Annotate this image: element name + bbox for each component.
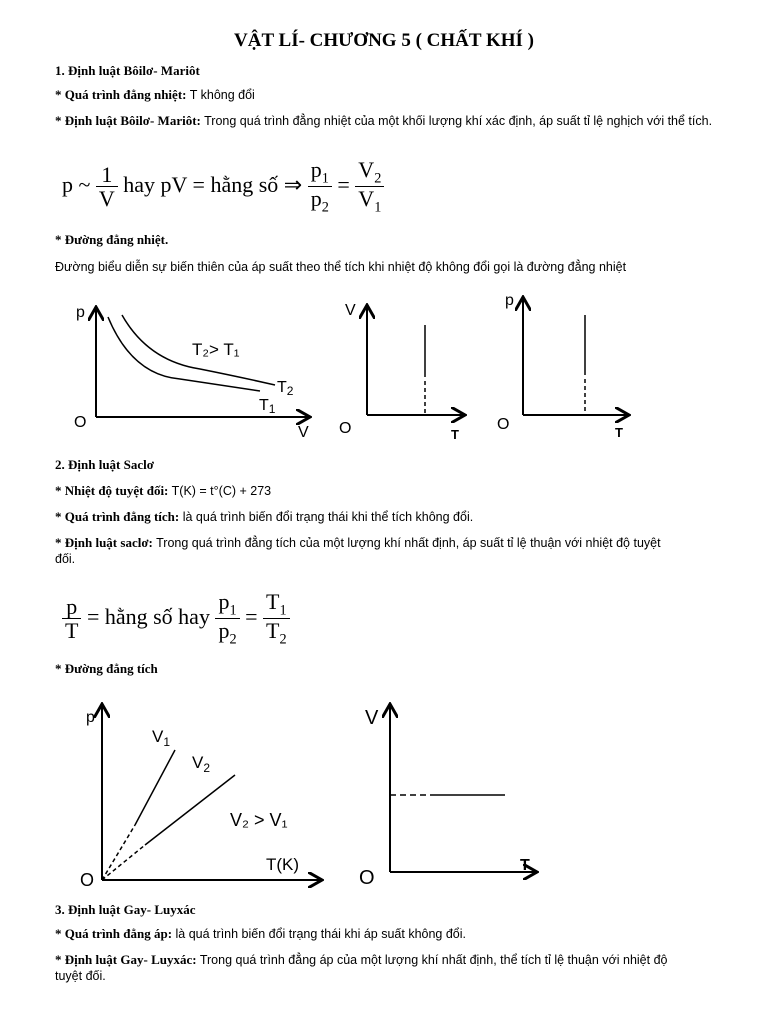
origin-label: O xyxy=(339,420,352,437)
fraction-one-over-v: $\frac{1}{V}$ xyxy=(96,163,118,210)
tk-label: T(K) xyxy=(266,855,300,874)
section2-heading: 2. Định luật Saclơ xyxy=(55,457,154,472)
isochore-heading: * Đường đẳng tích xyxy=(55,661,158,676)
fraction-p1-p2: $\frac{p_1}{p_2}$ xyxy=(308,158,332,216)
abs-temp-text: T(K) = t°(C) + 273 xyxy=(171,484,272,498)
boyle-text: Trong quá trình đẳng nhiệt của một khối lượng khí xác định, áp suất tỉ lệ nghịch với thể tích. xyxy=(204,114,713,128)
origin-label: O xyxy=(497,416,510,433)
t2-curve-label: T2 xyxy=(277,379,294,398)
fraction-p1-p2: $\frac{p_1}{p_2}$ xyxy=(215,590,239,648)
isochore-pt-graph xyxy=(80,700,330,895)
section1-heading: 1. Định luật Bôilơ- Mariôt xyxy=(55,63,200,78)
boyle-formula: p ~ $\frac{1}{V}$ hay pV = hằng số ⇒ $\frac{p_1}{p_2}$ = $\frac{V_2}{V_1}$ xyxy=(62,158,384,216)
isotherm-vt-graph xyxy=(335,295,475,445)
isotherm-heading: * Đường đẳng nhiệt. xyxy=(55,232,169,247)
isotherm-pt-graph xyxy=(495,285,635,445)
formula-mid: hay pV = hằng số ⇒ xyxy=(123,171,303,197)
v1-line xyxy=(135,750,175,825)
p-label: p xyxy=(86,709,95,726)
t2-gt-t1-label: T₂> T₁ xyxy=(192,340,240,359)
boyle-law xyxy=(55,113,715,129)
t-label: T xyxy=(451,427,459,442)
abs-temp-label: * Nhiệt độ tuyệt đối: xyxy=(55,483,169,498)
isothermal-label: * Quá trình đẳng nhiệt: xyxy=(55,87,187,102)
isothermal-process xyxy=(55,87,255,103)
page-title: VẬT LÍ- CHƯƠNG 5 ( CHẤT KHÍ ) xyxy=(234,30,534,51)
fraction-p-over-t: $\frac{p}{T}$ xyxy=(62,595,81,642)
isochore-vt-graph xyxy=(355,700,545,890)
isothermal-text: T không đổi xyxy=(189,88,255,102)
fraction-v2-v1: $\frac{V_2}{V_1}$ xyxy=(355,158,384,216)
fraction-t1-t2: $\frac{T_1}{T_2}$ xyxy=(263,590,290,648)
v-label: V xyxy=(345,302,356,319)
charles-label: * Định luật saclơ: xyxy=(55,535,153,550)
isobaric-process xyxy=(55,926,466,942)
origin-label: O xyxy=(359,867,375,889)
charles-formula: $\frac{p}{T}$ = hằng số hay $\frac{p_1}{p_2}$ = $\frac{T_1}{T_2}$ xyxy=(62,590,290,648)
gay-lussac-law xyxy=(55,952,670,984)
p-label: p xyxy=(505,292,514,309)
p-label: p xyxy=(76,304,85,321)
isochoric-text: là quá trình biến đổi trạng thái khi thể tích không đổi. xyxy=(182,510,474,524)
gay-lussac-text: Trong quá trình đẳng áp của một lượng khí nhất định, thể tích tỉ lệ thuận với nhiệt độ tuyệt đối. xyxy=(55,953,668,983)
section3-heading: 3. Định luật Gay- Luyxác xyxy=(55,902,196,917)
v2-label: $V_2$ xyxy=(192,753,211,775)
formula-mid: = hằng số hay xyxy=(86,603,210,629)
isochoric-process xyxy=(55,509,473,525)
v-label: V xyxy=(365,707,379,729)
t-label: T xyxy=(520,857,530,874)
v1-label: $V_1$ xyxy=(152,727,171,749)
v2-dashed xyxy=(102,845,145,880)
v2-line xyxy=(145,775,235,845)
isobaric-label: * Quá trình đẳng áp: xyxy=(55,926,173,941)
absolute-temperature xyxy=(55,483,271,499)
charles-law xyxy=(55,535,670,567)
t1-curve-label: T1 xyxy=(259,397,276,416)
isotherm-pv-graph xyxy=(70,295,320,445)
gay-lussac-label: * Định luật Gay- Luyxác: xyxy=(55,952,197,967)
isochoric-label: * Quá trình đẳng tích: xyxy=(55,509,180,524)
v1-dashed xyxy=(102,825,135,880)
boyle-label: * Định luật Bôilơ- Mariôt: xyxy=(55,113,201,128)
v-label: V xyxy=(298,424,309,441)
formula-p-tilde: p ~ xyxy=(62,171,91,197)
charles-text: Trong quá trình đẳng tích của một lượng khí nhất định, áp suất tỉ lệ thuận với nhiệt độ tuyệt đối. xyxy=(55,536,661,566)
origin-label: O xyxy=(74,414,87,431)
t-label: T xyxy=(615,425,623,440)
isobaric-text: là quá trình biến đổi trạng thái khi áp suất không đổi. xyxy=(175,927,467,941)
v2-gt-v1-label: V₂ > V₁ xyxy=(230,810,288,830)
isotherm-text: Đường biểu diễn sự biến thiên của áp suất theo thể tích khi nhiệt độ không đổi gọi là đường đẳng nhiệt xyxy=(55,260,627,274)
origin-label: O xyxy=(80,870,95,890)
